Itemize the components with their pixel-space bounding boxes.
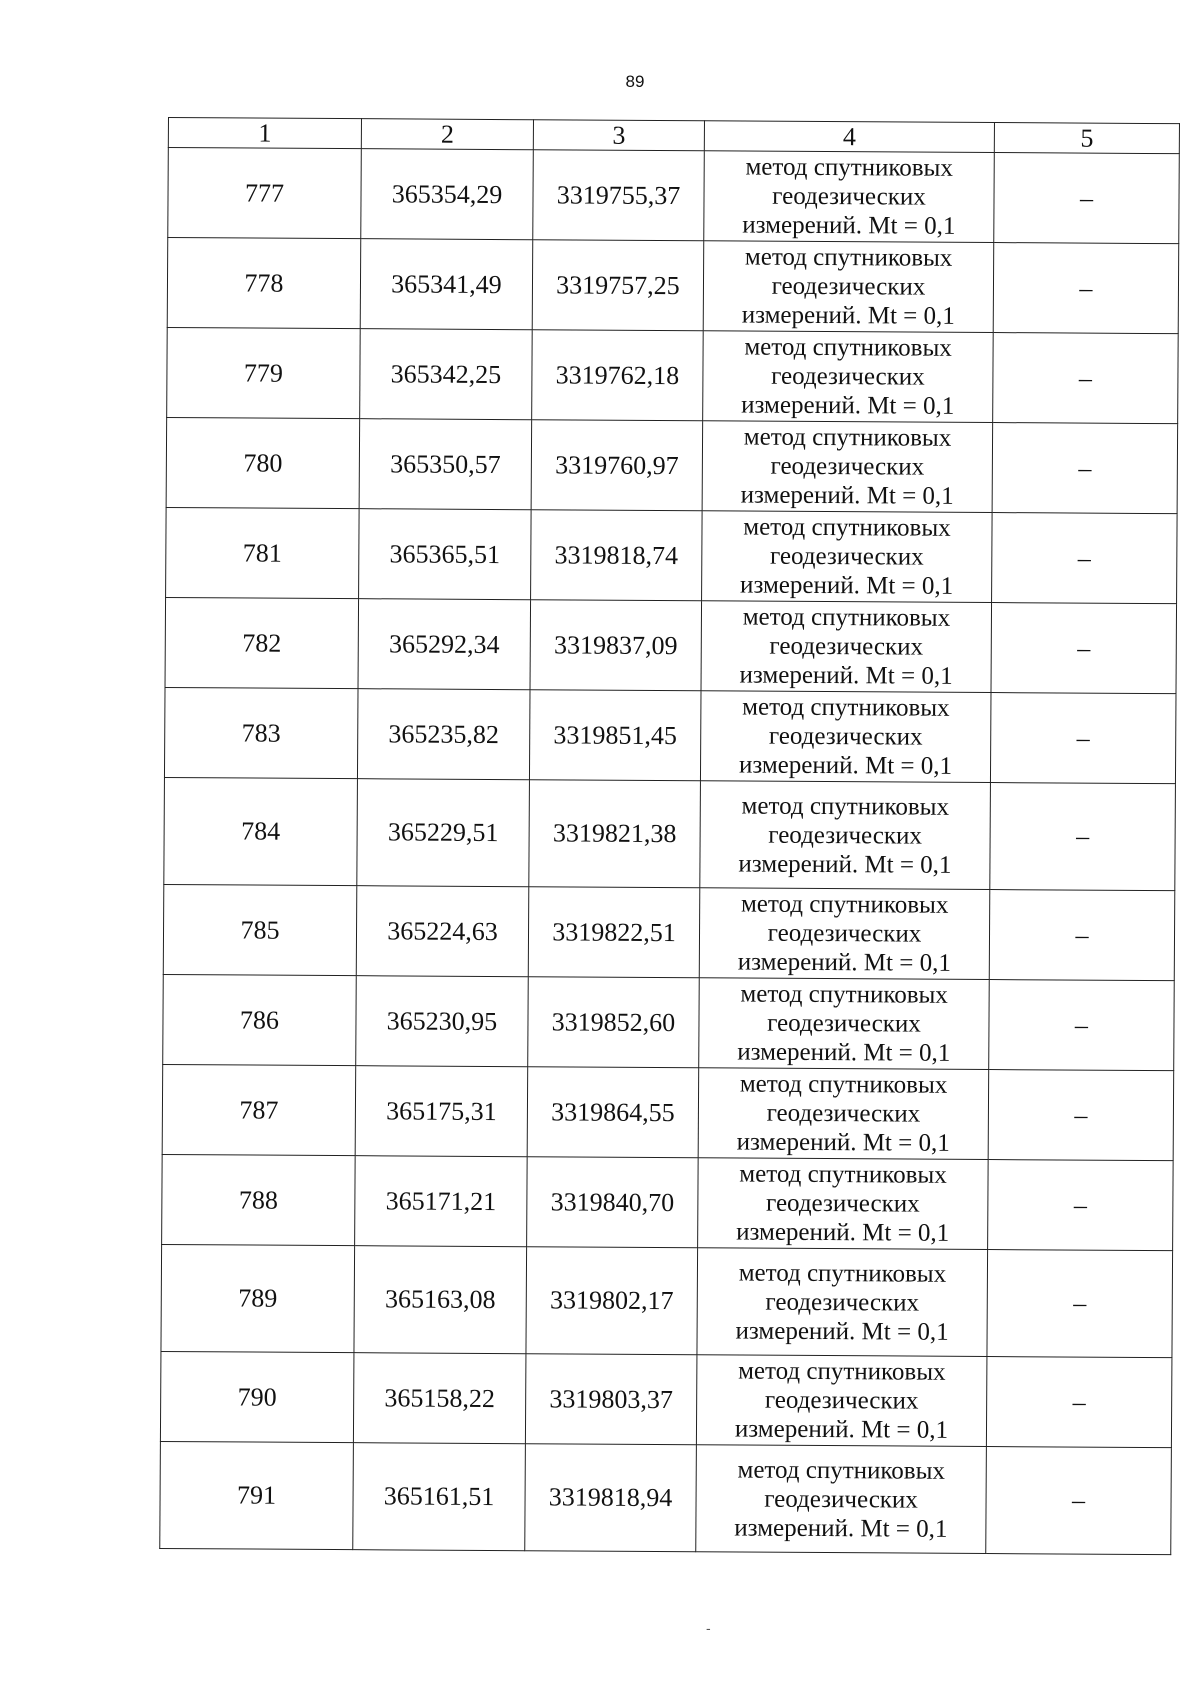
method-line: метод спутниковых — [740, 890, 949, 919]
y-coordinate-cell: 3319852,60 — [528, 977, 700, 1068]
table-row — [165, 597, 1177, 693]
method-cell — [696, 1445, 987, 1554]
note-cell: – — [986, 1357, 1172, 1448]
point-number-cell: 777 — [168, 148, 362, 239]
method-line: геодезических — [767, 919, 922, 948]
method-line: измерений. Mt = 0,1 — [742, 211, 956, 240]
note-cell: – — [989, 980, 1175, 1071]
method-line: метод спутниковых — [742, 693, 950, 722]
note-cell: – — [989, 890, 1175, 981]
note-cell: – — [991, 603, 1177, 694]
y-coordinate-cell: 3319822,51 — [528, 887, 700, 978]
method-line: геодезических — [767, 1009, 921, 1038]
method-cell — [699, 978, 990, 1070]
point-number-cell: 791 — [160, 1441, 354, 1549]
method-line: измерений. Mt = 0,1 — [735, 1316, 949, 1346]
method-line: метод спутниковых — [744, 243, 953, 272]
method-line: геодезических — [768, 821, 923, 850]
method-line: геодезических — [765, 1288, 920, 1317]
method-cell — [697, 1248, 988, 1357]
method-line: геодезических — [771, 362, 925, 391]
method-line: метод спутниковых — [738, 1259, 947, 1288]
y-coordinate-cell: 3319757,25 — [532, 240, 704, 331]
method-line: геодезических — [769, 632, 924, 661]
method-line: геодезических — [771, 272, 926, 301]
method-line: метод спутниковых — [741, 792, 950, 821]
y-coordinate-cell: 3319821,38 — [529, 780, 701, 888]
method-cell — [698, 1158, 989, 1250]
method-cell — [703, 331, 994, 423]
method-line: измерений. Mt = 0,1 — [734, 1415, 949, 1444]
method-line: метод спутниковых — [743, 423, 952, 452]
x-coordinate-cell: 365230,95 — [356, 976, 529, 1067]
note-cell: – — [988, 1070, 1174, 1161]
point-number-cell: 788 — [162, 1154, 356, 1245]
table-row — [162, 1064, 1174, 1160]
method-cell — [698, 1068, 989, 1160]
point-number-cell: 784 — [164, 777, 358, 885]
method-line: метод спутниковых — [745, 153, 953, 182]
point-number-cell: 785 — [163, 884, 357, 975]
y-coordinate-cell: 3319762,18 — [532, 330, 704, 421]
note-cell: – — [990, 783, 1176, 891]
method-line: измерений. Mt = 0,1 — [736, 1218, 950, 1247]
x-coordinate-cell: 365342,25 — [360, 329, 533, 420]
table-row — [164, 777, 1176, 890]
x-coordinate-cell: 365365,51 — [359, 509, 532, 600]
x-coordinate-cell: 365163,08 — [354, 1246, 527, 1354]
method-line: геодезических — [765, 1189, 920, 1218]
table-row — [166, 507, 1178, 603]
table-row — [163, 884, 1175, 980]
column-header-3: 3 — [533, 120, 704, 151]
note-cell: – — [994, 153, 1180, 244]
table-row — [168, 148, 1180, 244]
x-coordinate-cell: 365229,51 — [357, 779, 530, 887]
column-header-1: 1 — [168, 118, 361, 149]
method-cell — [702, 511, 993, 603]
method-line: измерений. Mt = 0,1 — [738, 849, 952, 879]
y-coordinate-cell: 3319851,45 — [529, 690, 701, 781]
method-line: измерений. Mt = 0,1 — [739, 661, 953, 690]
note-cell: – — [987, 1250, 1173, 1358]
table-body — [160, 148, 1180, 1555]
note-cell: – — [990, 693, 1176, 784]
point-number-cell: 782 — [165, 597, 359, 688]
method-line: метод спутниковых — [737, 1456, 946, 1485]
method-line: геодезических — [769, 542, 924, 571]
y-coordinate-cell: 3319864,55 — [527, 1067, 699, 1158]
point-number-cell: 789 — [161, 1244, 355, 1352]
method-cell — [704, 151, 995, 243]
method-line: измерений. Mt = 0,1 — [741, 301, 955, 330]
y-coordinate-cell: 3319803,37 — [525, 1354, 697, 1445]
point-number-cell: 790 — [160, 1351, 354, 1442]
x-coordinate-cell: 365341,49 — [360, 239, 533, 330]
method-cell — [701, 601, 992, 693]
table-row — [162, 1154, 1174, 1250]
x-coordinate-cell: 365171,21 — [355, 1156, 528, 1247]
method-line: геодезических — [772, 182, 926, 211]
method-line: измерений. Mt = 0,1 — [737, 948, 951, 977]
method-line: измерений. Mt = 0,1 — [740, 571, 954, 600]
page-number: 89 — [625, 72, 645, 91]
y-coordinate-cell: 3319818,94 — [525, 1444, 697, 1552]
table-row — [160, 1351, 1172, 1447]
method-line: измерений. Mt = 0,1 — [736, 1128, 950, 1157]
note-cell: – — [988, 1160, 1174, 1251]
method-line: геодезических — [764, 1485, 918, 1514]
table-row — [166, 417, 1178, 513]
method-line: измерений. Mt = 0,1 — [737, 1038, 951, 1067]
method-cell — [700, 691, 991, 783]
note-cell: – — [993, 243, 1179, 334]
table-row — [161, 1244, 1173, 1357]
column-header-2: 2 — [361, 119, 533, 150]
y-coordinate-cell: 3319818,74 — [531, 510, 703, 601]
point-number-cell: 787 — [162, 1064, 356, 1155]
x-coordinate-cell: 365175,31 — [355, 1066, 528, 1157]
point-number-cell: 786 — [163, 974, 357, 1065]
x-coordinate-cell: 365158,22 — [353, 1353, 526, 1444]
y-coordinate-cell: 3319837,09 — [530, 600, 702, 691]
table-row — [163, 974, 1175, 1070]
point-number-cell: 780 — [166, 417, 360, 508]
method-line: геодезических — [766, 1099, 921, 1128]
method-line: измерений. Mt = 0,1 — [738, 751, 953, 780]
method-line: метод спутниковых — [739, 1070, 948, 1099]
table-row — [164, 687, 1176, 783]
method-cell — [703, 241, 994, 333]
table-row — [167, 238, 1179, 334]
x-coordinate-cell: 365354,29 — [361, 149, 534, 240]
method-cell — [696, 1355, 987, 1447]
point-number-cell: 779 — [167, 327, 361, 418]
point-number-cell: 778 — [167, 238, 361, 329]
method-line: измерений. Mt = 0,1 — [734, 1513, 948, 1543]
method-line: геодезических — [770, 452, 925, 481]
note-cell: – — [986, 1447, 1172, 1555]
y-coordinate-cell: 3319760,97 — [531, 420, 703, 511]
method-line: измерений. Mt = 0,1 — [740, 481, 954, 510]
x-coordinate-cell: 365292,34 — [358, 599, 531, 690]
table-row — [167, 327, 1179, 423]
table-row — [160, 1441, 1172, 1554]
note-cell: – — [993, 333, 1179, 424]
note-cell: – — [992, 513, 1178, 604]
method-line: метод спутниковых — [743, 513, 951, 542]
coordinates-table — [159, 117, 1180, 1555]
method-line: метод спутниковых — [744, 333, 952, 362]
y-coordinate-cell: 3319840,70 — [527, 1157, 699, 1248]
y-coordinate-cell: 3319755,37 — [533, 150, 705, 241]
method-line: геодезических — [764, 1386, 919, 1415]
method-line: измерений. Mt = 0,1 — [741, 391, 955, 420]
method-cell — [699, 888, 990, 980]
y-coordinate-cell: 3319802,17 — [526, 1247, 698, 1355]
method-line: метод спутниковых — [740, 980, 948, 1009]
x-coordinate-cell: 365224,63 — [356, 886, 529, 977]
method-cell — [702, 421, 993, 513]
footer-mark: - — [706, 1620, 711, 1636]
column-header-5: 5 — [994, 123, 1179, 154]
x-coordinate-cell: 365350,57 — [359, 419, 532, 510]
method-line: геодезических — [768, 722, 923, 751]
method-line: метод спутниковых — [739, 1160, 947, 1189]
column-header-4: 4 — [704, 121, 994, 153]
method-cell — [700, 781, 991, 890]
method-line: метод спутниковых — [742, 603, 951, 632]
note-cell: – — [992, 423, 1178, 514]
point-number-cell: 783 — [164, 687, 358, 778]
x-coordinate-cell: 365235,82 — [357, 689, 530, 780]
x-coordinate-cell: 365161,51 — [353, 1443, 526, 1551]
point-number-cell: 781 — [166, 507, 360, 598]
method-line: метод спутниковых — [738, 1357, 946, 1386]
